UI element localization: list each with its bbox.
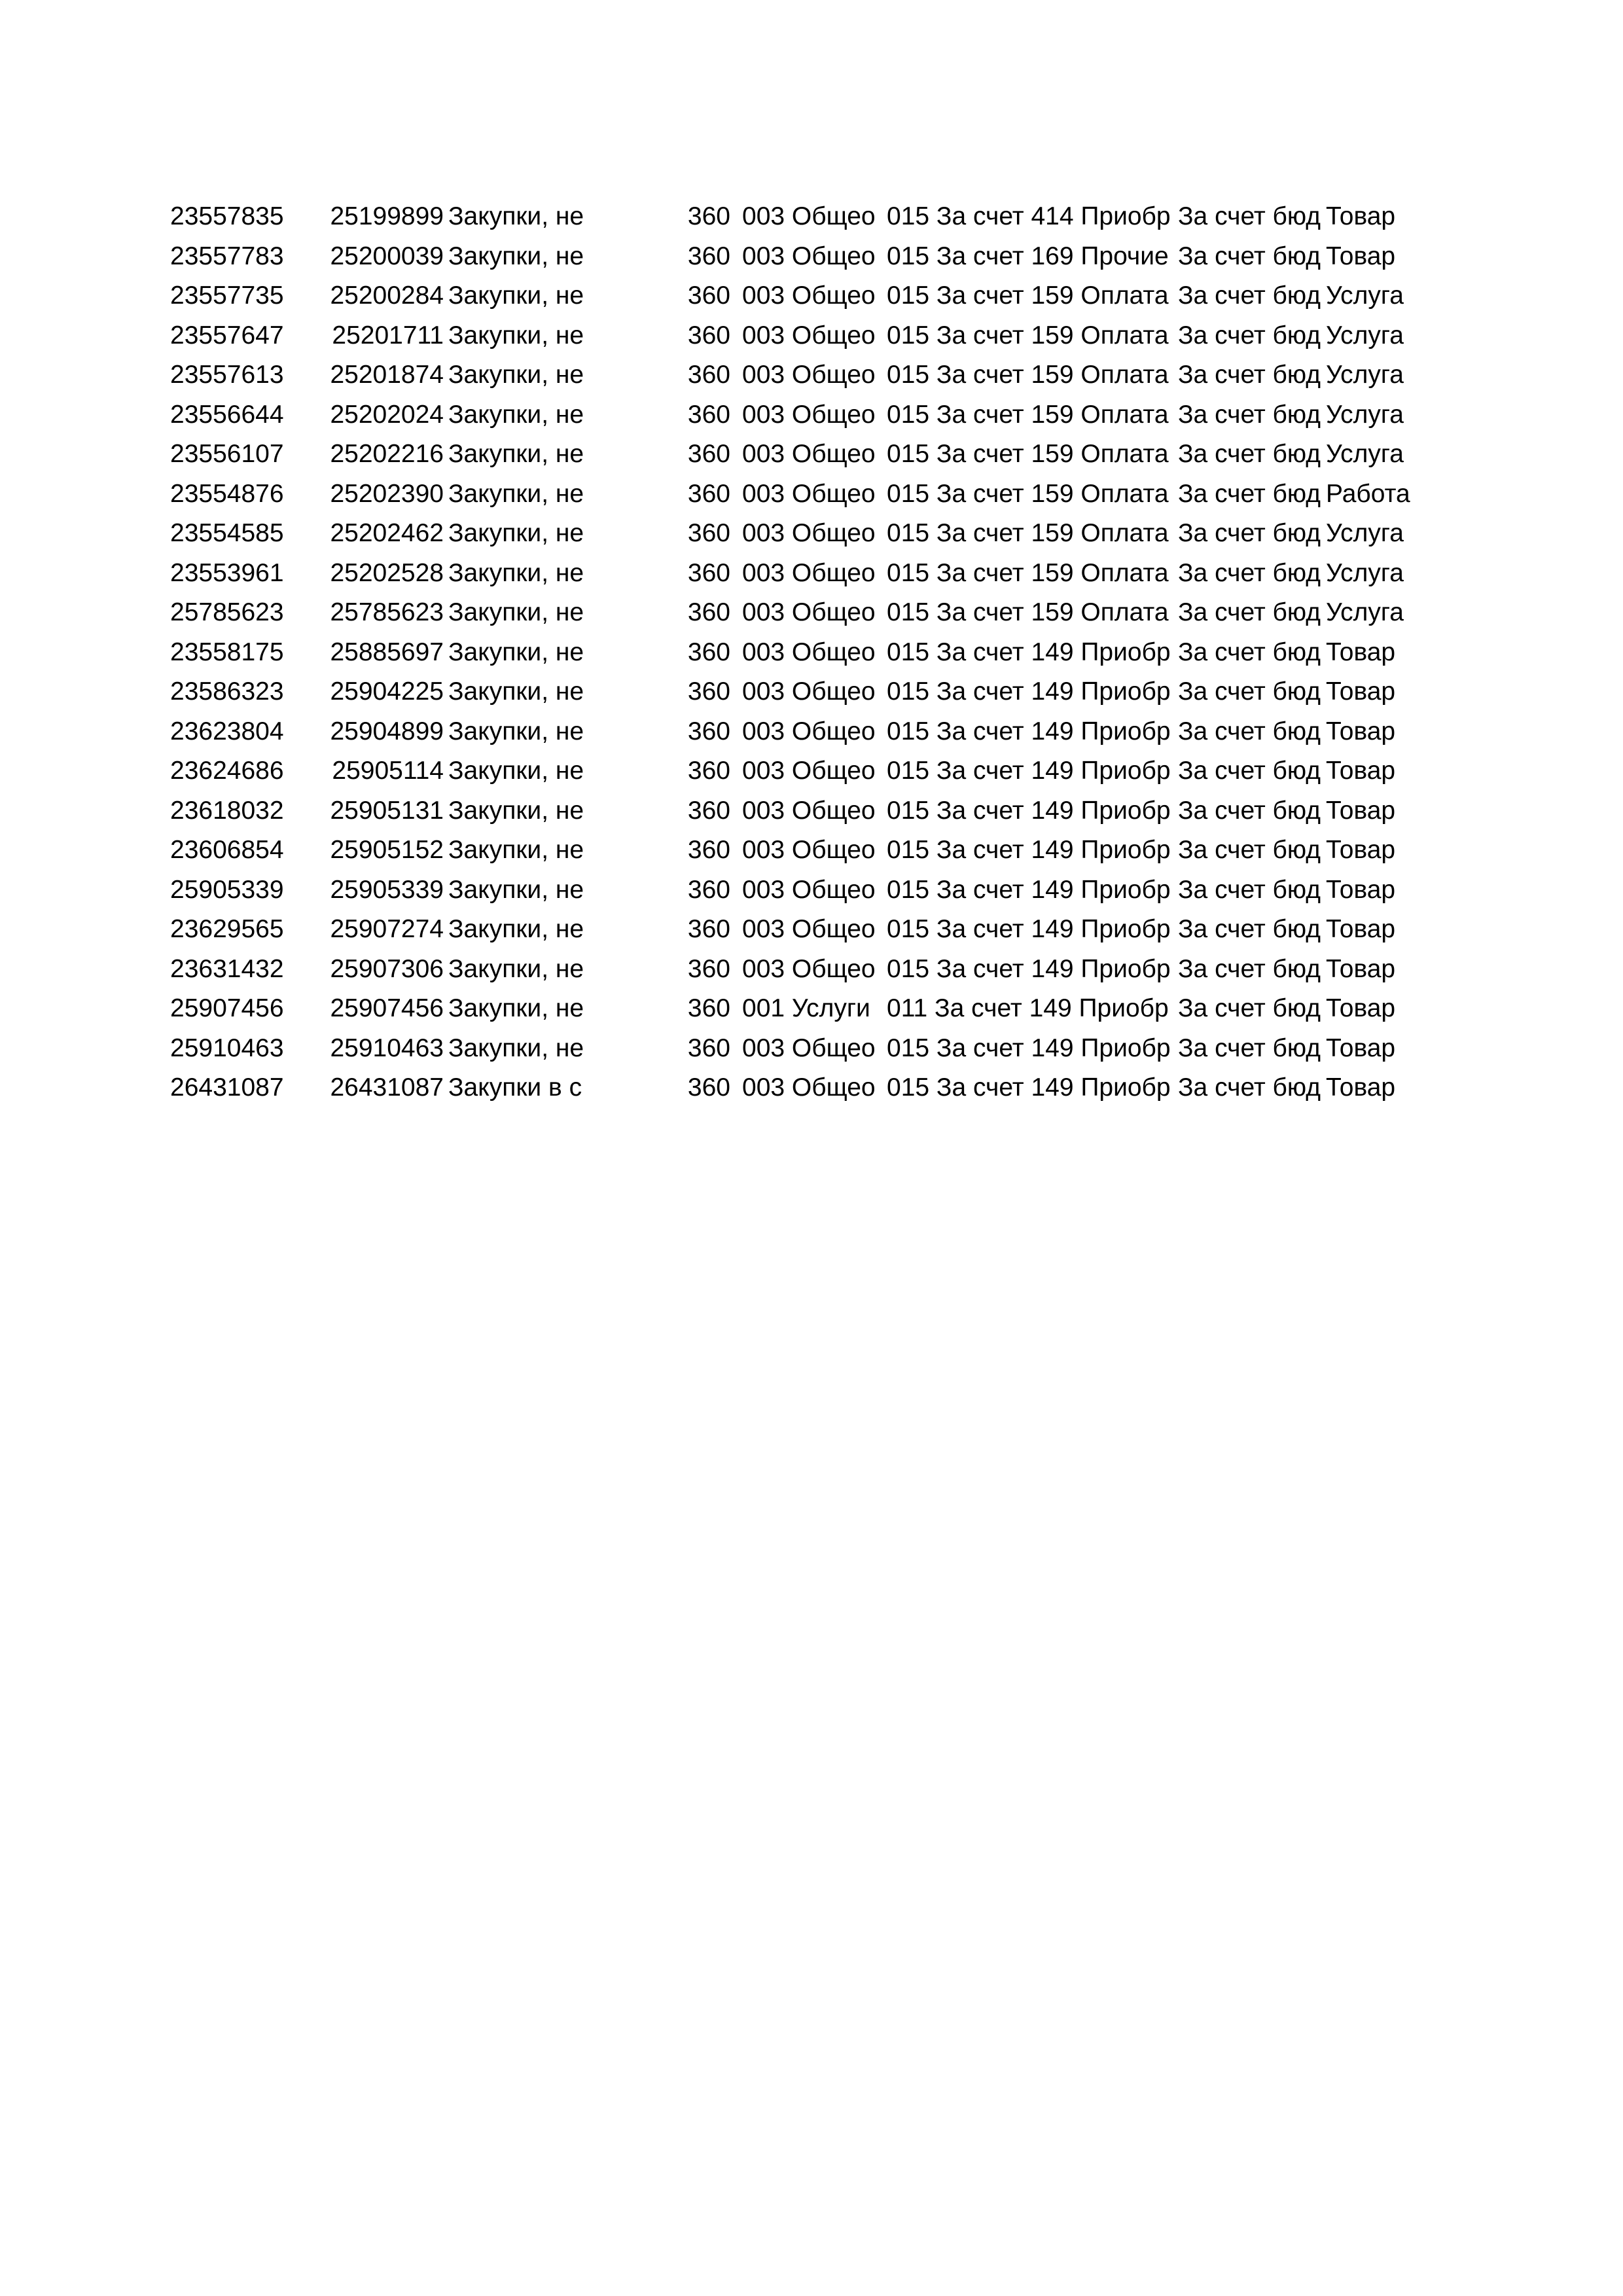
subdivision-cell: 003 Общео [742,1073,876,1102]
purchase-name-cell: Закупки, не [448,202,584,230]
purchase-name-cell: Закупки, не [448,558,584,587]
code-cell: 360 [687,1033,730,1062]
purchase-name-cell: Закупки, не [448,677,584,706]
purchase-name-cell: Закупки, не [448,361,584,389]
classification-cell: 015 За счет 159 Оплата [887,321,1169,350]
table-row [0,1068,1623,1108]
subdivision-cell: 003 Общео [742,915,876,943]
purchase-id-cell: 23558175 [170,637,284,666]
table-row [0,831,1623,870]
record-id-cell: 25885697 [330,637,444,666]
record-id-cell: 26431087 [330,1073,444,1102]
code-cell: 360 [687,954,730,983]
purchase-name-cell: Закупки, не [448,598,584,626]
purchase-id-cell: 25785623 [170,598,284,626]
table-row [0,633,1623,673]
record-id-cell: 25905131 [330,796,444,825]
funding-source-cell: За счет бюд [1178,400,1321,429]
item-type-cell: Товар [1326,915,1396,943]
subdivision-cell: 003 Общео [742,637,876,666]
item-type-cell: Товар [1326,677,1396,706]
code-cell: 360 [687,400,730,429]
item-type-cell: Товар [1326,954,1396,983]
funding-source-cell: За счет бюд [1178,440,1321,468]
classification-cell: 015 За счет 149 Приобр [887,717,1171,745]
code-cell: 360 [687,558,730,587]
code-cell: 360 [687,677,730,706]
subdivision-cell: 003 Общео [742,598,876,626]
classification-cell: 015 За счет 159 Оплата [887,479,1169,508]
table-row [0,197,1623,237]
subdivision-cell: 003 Общео [742,717,876,745]
classification-cell: 015 За счет 149 Приобр [887,875,1171,904]
subdivision-cell: 003 Общео [742,677,876,706]
item-type-cell: Товар [1326,637,1396,666]
record-id-cell: 25904225 [330,677,444,706]
table-row [0,395,1623,435]
funding-source-cell: За счет бюд [1178,281,1321,310]
table-row [0,989,1623,1029]
record-id-cell: 25202390 [330,479,444,508]
item-type-cell: Услуга [1326,519,1404,547]
subdivision-cell: 003 Общео [742,836,876,864]
code-cell: 360 [687,915,730,943]
purchase-id-cell: 23556107 [170,440,284,468]
purchase-id-cell: 23624686 [170,757,284,785]
purchase-name-cell: Закупки, не [448,400,584,429]
subdivision-cell: 003 Общео [742,202,876,230]
funding-source-cell: За счет бюд [1178,915,1321,943]
code-cell: 360 [687,321,730,350]
table-row [0,950,1623,990]
funding-source-cell: За счет бюд [1178,836,1321,864]
funding-source-cell: За счет бюд [1178,1033,1321,1062]
item-type-cell: Товар [1326,202,1396,230]
record-id-cell: 25907306 [330,954,444,983]
purchase-id-cell: 25905339 [170,875,284,904]
purchase-name-cell: Закупки, не [448,875,584,904]
record-id-cell: 25905152 [330,836,444,864]
classification-cell: 015 За счет 149 Приобр [887,757,1171,785]
funding-source-cell: За счет бюд [1178,954,1321,983]
purchase-name-cell: Закупки, не [448,757,584,785]
purchase-name-cell: Закупки, не [448,717,584,745]
funding-source-cell: За счет бюд [1178,796,1321,825]
record-id-cell: 25910463 [330,1033,444,1062]
code-cell: 360 [687,757,730,785]
purchase-name-cell: Закупки, не [448,479,584,508]
classification-cell: 015 За счет 159 Оплата [887,361,1169,389]
classification-cell: 015 За счет 149 Приобр [887,1073,1171,1102]
classification-cell: 015 За счет 414 Приобр [887,202,1171,230]
funding-source-cell: За счет бюд [1178,558,1321,587]
table-row [0,1029,1623,1069]
table-row [0,712,1623,752]
purchase-id-cell: 25910463 [170,1033,284,1062]
funding-source-cell: За счет бюд [1178,875,1321,904]
classification-cell: 015 За счет 159 Оплата [887,440,1169,468]
code-cell: 360 [687,202,730,230]
code-cell: 360 [687,717,730,745]
funding-source-cell: За счет бюд [1178,321,1321,350]
subdivision-cell: 003 Общео [742,400,876,429]
purchase-id-cell: 26431087 [170,1073,284,1102]
classification-cell: 011 За счет 149 Приобр [887,994,1169,1022]
purchase-name-cell: Закупки, не [448,281,584,310]
code-cell: 360 [687,598,730,626]
purchase-name-cell: Закупки, не [448,242,584,270]
subdivision-cell: 003 Общео [742,440,876,468]
record-id-cell: 25199899 [330,202,444,230]
purchase-id-cell: 23618032 [170,796,284,825]
record-id-cell: 25200284 [330,281,444,310]
table-row [0,672,1623,712]
table-row [0,435,1623,475]
item-type-cell: Услуга [1326,598,1404,626]
classification-cell: 015 За счет 159 Оплата [887,598,1169,626]
code-cell: 360 [687,361,730,389]
code-cell: 360 [687,796,730,825]
classification-cell: 015 За счет 149 Приобр [887,796,1171,825]
code-cell: 360 [687,637,730,666]
subdivision-cell: 003 Общео [742,242,876,270]
item-type-cell: Товар [1326,994,1396,1022]
classification-cell: 015 За счет 149 Приобр [887,954,1171,983]
subdivision-cell: 003 Общео [742,519,876,547]
funding-source-cell: За счет бюд [1178,202,1321,230]
purchase-name-cell: Закупки, не [448,637,584,666]
table-row [0,237,1623,277]
purchase-id-cell: 23606854 [170,836,284,864]
code-cell: 360 [687,1073,730,1102]
purchase-id-cell: 23629565 [170,915,284,943]
subdivision-cell: 003 Общео [742,1033,876,1062]
table-row [0,870,1623,910]
subdivision-cell: 001 Услуги [742,994,870,1022]
funding-source-cell: За счет бюд [1178,361,1321,389]
funding-source-cell: За счет бюд [1178,677,1321,706]
classification-cell: 015 За счет 159 Оплата [887,558,1169,587]
table-row [0,316,1623,356]
code-cell: 360 [687,440,730,468]
item-type-cell: Товар [1326,796,1396,825]
subdivision-cell: 003 Общео [742,361,876,389]
record-id-cell: 25202528 [330,558,444,587]
classification-cell: 015 За счет 159 Оплата [887,281,1169,310]
purchase-name-cell: Закупки, не [448,915,584,943]
table-row [0,910,1623,950]
funding-source-cell: За счет бюд [1178,757,1321,785]
classification-cell: 015 За счет 149 Приобр [887,637,1171,666]
record-id-cell: 25202462 [330,519,444,547]
purchase-name-cell: Закупки, не [448,954,584,983]
funding-source-cell: За счет бюд [1178,637,1321,666]
purchase-name-cell: Закупки, не [448,796,584,825]
code-cell: 360 [687,519,730,547]
item-type-cell: Товар [1326,1073,1396,1102]
purchase-name-cell: Закупки, не [448,994,584,1022]
item-type-cell: Услуга [1326,400,1404,429]
purchase-id-cell: 23557783 [170,242,284,270]
funding-source-cell: За счет бюд [1178,242,1321,270]
item-type-cell: Товар [1326,757,1396,785]
purchase-id-cell: 23557735 [170,281,284,310]
purchase-id-cell: 23557835 [170,202,284,230]
subdivision-cell: 003 Общео [742,954,876,983]
record-id-cell: 25201711 [332,321,444,350]
record-id-cell: 25905114 [332,757,444,785]
purchase-id-cell: 23554876 [170,479,284,508]
table-row [0,475,1623,514]
classification-cell: 015 За счет 149 Приобр [887,1033,1171,1062]
code-cell: 360 [687,836,730,864]
classification-cell: 015 За счет 149 Приобр [887,677,1171,706]
subdivision-cell: 003 Общео [742,479,876,508]
table-row [0,276,1623,316]
item-type-cell: Услуга [1326,361,1404,389]
purchase-id-cell: 23553961 [170,558,284,587]
record-id-cell: 25202216 [330,440,444,468]
record-id-cell: 25200039 [330,242,444,270]
item-type-cell: Услуга [1326,440,1404,468]
purchase-id-cell: 23586323 [170,677,284,706]
item-type-cell: Услуга [1326,321,1404,350]
record-id-cell: 25904899 [330,717,444,745]
spreadsheet-page [0,197,1623,1108]
purchase-id-cell: 23554585 [170,519,284,547]
table-row [0,355,1623,395]
subdivision-cell: 003 Общео [742,281,876,310]
code-cell: 360 [687,281,730,310]
purchase-id-cell: 23623804 [170,717,284,745]
table-row [0,791,1623,831]
subdivision-cell: 003 Общео [742,757,876,785]
subdivision-cell: 003 Общео [742,321,876,350]
code-cell: 360 [687,875,730,904]
purchase-name-cell: Закупки, не [448,836,584,864]
table-row [0,514,1623,554]
funding-source-cell: За счет бюд [1178,994,1321,1022]
item-type-cell: Товар [1326,836,1396,864]
item-type-cell: Товар [1326,875,1396,904]
table-row [0,593,1623,633]
record-id-cell: 25907456 [330,994,444,1022]
subdivision-cell: 003 Общео [742,558,876,587]
purchase-name-cell: Закупки, не [448,519,584,547]
purchase-name-cell: Закупки, не [448,1033,584,1062]
classification-cell: 015 За счет 149 Приобр [887,836,1171,864]
funding-source-cell: За счет бюд [1178,519,1321,547]
classification-cell: 015 За счет 149 Приобр [887,915,1171,943]
code-cell: 360 [687,994,730,1022]
record-id-cell: 25201874 [330,361,444,389]
table-row [0,554,1623,594]
code-cell: 360 [687,479,730,508]
item-type-cell: Товар [1326,1033,1396,1062]
funding-source-cell: За счет бюд [1178,479,1321,508]
purchase-name-cell: Закупки в с [448,1073,582,1102]
item-type-cell: Услуга [1326,281,1404,310]
item-type-cell: Товар [1326,242,1396,270]
record-id-cell: 25785623 [330,598,444,626]
purchase-id-cell: 23631432 [170,954,284,983]
classification-cell: 015 За счет 159 Оплата [887,519,1169,547]
subdivision-cell: 003 Общео [742,875,876,904]
funding-source-cell: За счет бюд [1178,1073,1321,1102]
record-id-cell: 25202024 [330,400,444,429]
funding-source-cell: За счет бюд [1178,717,1321,745]
subdivision-cell: 003 Общео [742,796,876,825]
table-row [0,751,1623,791]
purchase-id-cell: 23556644 [170,400,284,429]
purchase-name-cell: Закупки, не [448,440,584,468]
item-type-cell: Услуга [1326,558,1404,587]
funding-source-cell: За счет бюд [1178,598,1321,626]
code-cell: 360 [687,242,730,270]
item-type-cell: Товар [1326,717,1396,745]
classification-cell: 015 За счет 169 Прочие [887,242,1169,270]
purchase-id-cell: 23557647 [170,321,284,350]
item-type-cell: Работа [1326,479,1410,508]
purchase-name-cell: Закупки, не [448,321,584,350]
record-id-cell: 25907274 [330,915,444,943]
record-id-cell: 25905339 [330,875,444,904]
purchase-id-cell: 23557613 [170,361,284,389]
purchase-id-cell: 25907456 [170,994,284,1022]
classification-cell: 015 За счет 159 Оплата [887,400,1169,429]
